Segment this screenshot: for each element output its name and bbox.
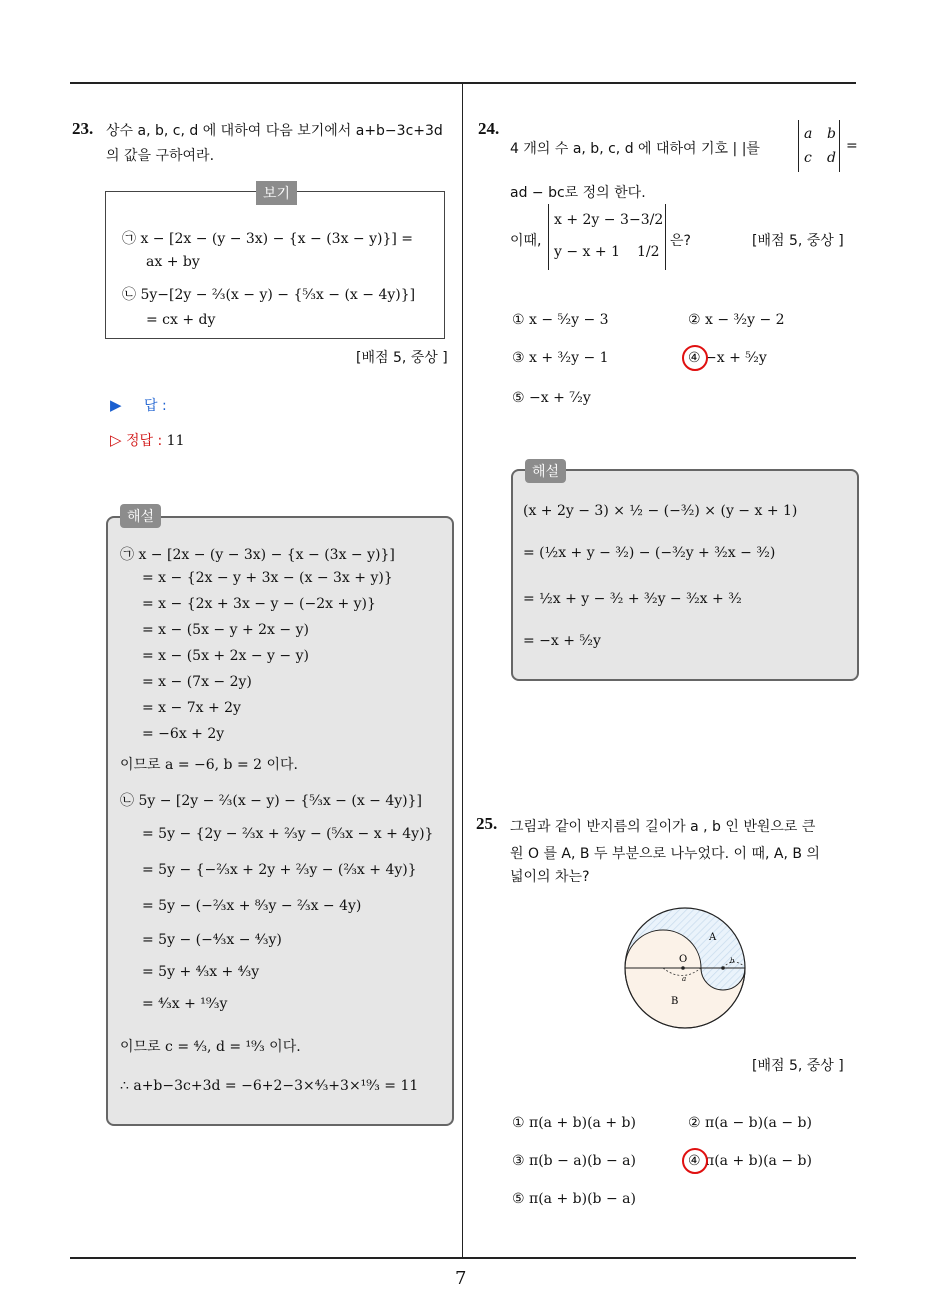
q24-determinant [548,204,666,270]
q24-choice-1[interactable]: ① x − ⁵⁄₂y − 3 [512,312,609,328]
label-B: B [671,996,679,1007]
det-22: 1/2 [637,244,660,260]
top-rule [70,82,856,84]
correct-label: 정답 : [126,433,163,449]
q24-choice-4[interactable]: ④ −x + ⁵⁄₂y [688,350,767,366]
q24-score: [배점 5, 중상 ] [752,233,844,249]
sol-line: (x + 2y − 3) × ½ − (−³⁄₂) × (y − x + 1) [523,503,798,519]
det-11: x + 2y − 3 [554,212,629,228]
page-number: 7 [455,1268,467,1289]
q24-eq: = [846,138,858,154]
matrix-b: b [827,126,836,142]
sol-line: ㉠ x − [2x − (y − 3x) − {x − (3x − y)}] [120,547,395,563]
play-icon: ▶ [110,396,122,414]
q25-score: [배점 5, 중상 ] [752,1058,844,1074]
solution-tag: 해설 [120,504,161,528]
circle-figure [620,905,750,1035]
sol-line: = ½x + y − ³⁄₂ + ³⁄₂y − ³⁄₂x + ³⁄₂ [523,591,742,607]
q25-choice-3[interactable]: ③ π(b − a)(b − a) [512,1153,636,1169]
q23-score: [배점 5, 중상 ] [356,350,448,366]
q25-text-3: 넓이의 차는? [510,869,590,885]
matrix-c: c [804,150,812,166]
sol-line: = x − (5x − y + 2x − y) [142,622,309,638]
sol-line: = −6x + 2y [142,726,225,742]
sol-line: ㉡ 5y − [2y − ²⁄₃(x − y) − {⁵⁄₃x − (x − 4y)}] [120,793,422,809]
q23-text-2: 의 값을 구하여라. [106,148,215,164]
sol-line: = (½x + y − ³⁄₂) − (−³⁄₂y + ³⁄₂x − ³⁄₂) [523,545,776,561]
q24-matrix [798,120,840,172]
sol-line: = 5y − {−²⁄₃x + 2y + ²⁄₃y − (²⁄₃x + 4y)} [142,862,417,878]
sol-line: = −x + ⁵⁄₂y [523,633,601,649]
solution-tag: 해설 [525,459,566,483]
example-item-2b: = cx + dy [146,312,216,328]
sol-line: = x − (7x − 2y) [142,674,252,690]
answer-row [110,395,167,415]
q25-choice-2[interactable]: ② π(a − b)(a − b) [688,1115,812,1131]
q25-choice-1[interactable]: ① π(a + b)(a + b) [512,1115,636,1131]
q24-choice-3[interactable]: ③ x + ³⁄₂y − 1 [512,350,609,366]
sol-line: = x − {2x + 3x − y − (−2x + y)} [142,596,376,612]
det-12: −3/2 [629,212,664,228]
sol-line: = 5y − (−⁴⁄₃x − ⁴⁄₃y) [142,932,282,948]
correct-row [110,430,185,450]
sol-line: = ⁴⁄₃x + ¹⁹⁄₃y [142,996,228,1012]
q25-number: 25. [476,814,498,833]
q24-text-1: 4 개의 수 a, b, c, d 에 대하여 기호 | |를 [510,141,760,157]
sol-line: = x − {2x − y + 3x − (x − 3x + y)} [142,570,393,586]
q24-number: 24. [478,119,500,138]
example-item-2a: ㉡ 5y−[2y − ²⁄₃(x − y) − {⁵⁄₃x − (x − 4y)}] [122,287,416,303]
q25-text-1: 그림과 같이 반지름의 길이가 a , b 인 반원으로 큰 [510,819,816,835]
column-divider [462,83,463,1259]
answer-label: 답 : [144,398,167,414]
sol-line: = 5y + ⁴⁄₃x + ⁴⁄₃y [142,964,260,980]
q24-choice-5[interactable]: ⑤ −x + ⁷⁄₂y [512,390,591,406]
q23-example-box [105,186,445,339]
q25-selected-mark [682,1148,708,1174]
q24-text-4: 은? [670,233,691,249]
correct-value: 11 [166,433,185,449]
q25-choice-5[interactable]: ⑤ π(a + b)(b − a) [512,1191,636,1207]
label-O: O [679,954,688,965]
sol-line: = 5y − (−²⁄₃x + ⁸⁄₃y − ²⁄₃x − 4y) [142,898,362,914]
sol-line: = x − 7x + 2y [142,700,241,716]
example-item-1a: ㉠ x − [2x − (y − 3x) − {x − (3x − y)}] = [122,231,414,247]
sol-line: 이므로 a = −6, b = 2 이다. [120,757,298,773]
matrix-d: d [827,150,836,166]
sol-line: ∴ a+b−3c+3d = −6+2−3×⁴⁄₃+3×¹⁹⁄₃ = 11 [120,1078,419,1094]
q23-text-1: 상수 a, b, c, d 에 대하여 다음 보기에서 a+b−3c+3d [106,123,443,139]
sol-line: = 5y − {2y − ²⁄₃x + ²⁄₃y − (⁵⁄₃x − x + 4y)} [142,826,434,842]
example-item-1b: ax + by [146,254,200,270]
bottom-rule [70,1257,856,1259]
q23-number: 23. [72,119,94,138]
label-b: b [730,957,735,965]
q23-solution-box [106,509,454,1126]
sol-line: = x − (5x + 2x − y − y) [142,648,309,664]
q24-solution-box [511,464,859,681]
q24-selected-mark [682,345,708,371]
q24-text-3: 이때, [510,233,542,249]
q25-text-2: 원 O 를 A, B 두 부분으로 나누었다. 이 때, A, B 의 [510,846,820,862]
small-center-dot [721,966,725,970]
matrix-a: a [804,126,813,142]
label-a: a [682,975,687,983]
det-21: y − x + 1 [554,244,620,260]
q24-choice-2[interactable]: ② x − ³⁄₂y − 2 [688,312,785,328]
example-tag: 보기 [256,181,297,205]
q24-text-2: ad − bc로 정의 한다. [510,185,646,201]
sol-line: 이므로 c = ⁴⁄₃, d = ¹⁹⁄₃ 이다. [120,1039,301,1055]
q25-choice-4[interactable]: ④ π(a + b)(a − b) [688,1153,812,1169]
hollow-play-icon: ▷ [110,431,122,449]
center-dot [681,966,685,970]
label-A: A [709,932,717,943]
